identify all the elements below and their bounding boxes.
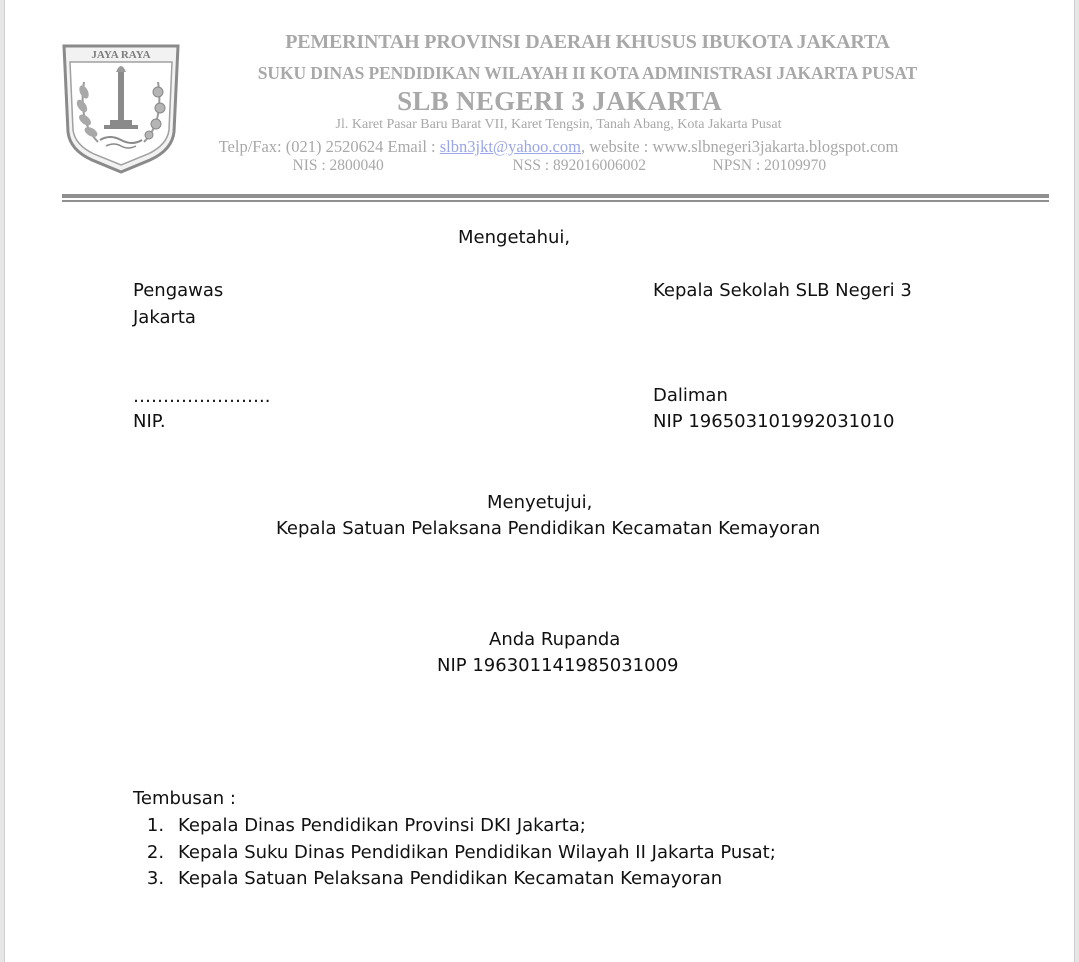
menyetujui-label: Menyetujui, [487,492,593,513]
letterhead-government: PEMERINTAH PROVINSI DAERAH KHUSUS IBUKOTA JAKARTA [285,31,890,53]
principal-title: Kepala Sekolah SLB Negeri 3 [653,280,912,301]
approver-nip: NIP 196301141985031009 [437,655,679,676]
tembusan-item [133,866,776,893]
contact-website: , website : www.slbnegeri3jakarta.blogspot.com [580,137,899,156]
supervisor-nip: NIP. [133,411,166,432]
letterhead-department: SUKU DINAS PENDIDIKAN WILAYAH II KOTA ADMINISTRASI JAKARTA PUSAT [257,63,918,83]
npsn-number: NPSN : 20109970 [712,157,827,174]
principal-name: Daliman [653,385,728,406]
tembusan-item-text: Kepala Satuan Pelaksana Pendidikan Kecamatan Kemayoran [178,868,723,889]
nis-number: NIS : 2800040 [292,157,384,174]
supervisor-title: Pengawas [133,280,224,301]
tembusan-item-number: 3. [146,868,165,889]
letterhead-school-name: SLB NEGERI 3 JAKARTA [397,86,722,116]
tembusan-item-number: 1. [146,815,165,836]
supervisor-name-placeholder: ………………….. [133,386,271,407]
approver-title: Kepala Satuan Pelaksana Pendidikan Kecamatan Kemayoran [276,518,821,539]
mengetahui-label: Mengetahui, [458,227,571,248]
tembusan-list [133,813,776,893]
contact-phone: Telp/Fax: (021) 2520624 Email : [218,137,440,156]
letterhead-address: Jl. Karet Pasar Baru Barat VII, Karet Tengsin, Tanah Abang, Kota Jakarta Pusat [335,117,782,132]
logo-motto: JAYA RAYA [91,49,151,61]
tembusan-label: Tembusan : [133,788,236,809]
supervisor-city: Jakarta [133,307,196,328]
tembusan-item-number: 2. [146,841,165,863]
tembusan-item-text: Kepala Dinas Pendidikan Provinsi DKI Jakarta; [178,815,586,836]
letterhead-divider-thick [62,194,1049,198]
principal-nip: NIP 196503101992031010 [653,411,895,432]
approver-name: Anda Rupanda [489,629,621,650]
letterhead-contact [19,137,1079,157]
tembusan-item-text: Kepala Suku Dinas Pendidikan Pendidikan Wilayah II Jakarta Pusat; [178,841,776,863]
nss-number: NSS : 892016006002 [512,157,646,174]
letterhead-identifiers [0,157,1079,175]
email-link[interactable]: slbn3jkt@yahoo.com [439,137,581,156]
letterhead-divider-thin [62,200,1049,202]
tembusan-item [133,840,776,867]
tembusan-item [133,813,776,840]
